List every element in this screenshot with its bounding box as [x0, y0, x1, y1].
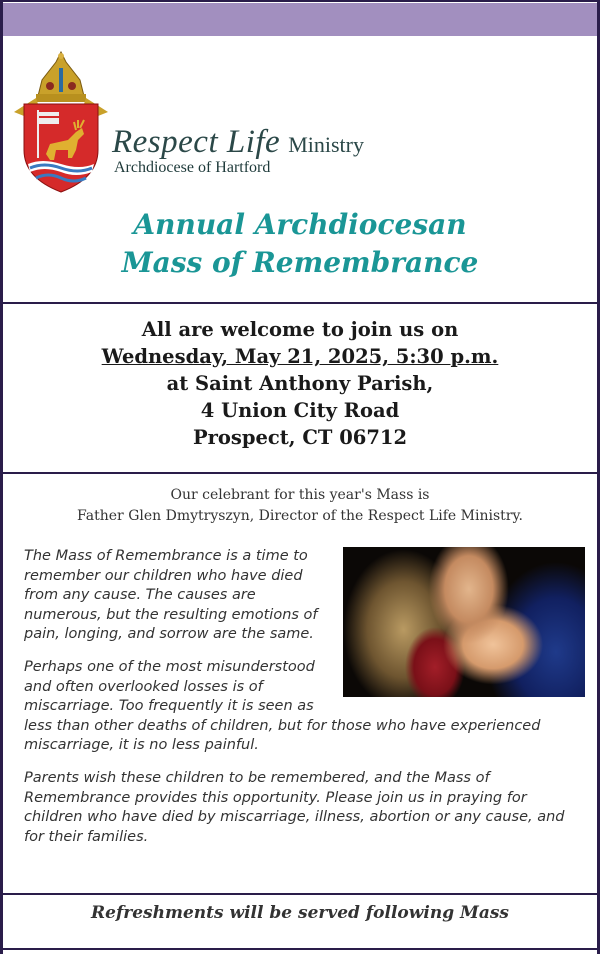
logo-ministry-text: Ministry	[288, 132, 364, 157]
archdiocese-crest-icon	[12, 50, 110, 194]
refreshments-note: Refreshments will be served following Mass	[91, 903, 509, 923]
celebrant-line-2: Father Glen Dmytryszyn, Director of the Respect Life Ministry.	[77, 508, 523, 524]
event-datetime: Wednesday, May 21, 2025, 5:30 p.m.	[101, 345, 499, 368]
title-line-2: Mass of Remembrance	[121, 246, 479, 279]
title-line-1: Annual Archdiocesan	[133, 208, 467, 241]
divider-2	[3, 472, 597, 474]
paragraph-3: Parents wish these children to be remembered, and the Mass of Remembrance provides this opportunity. Please join us in praying for children who have died by miscarriage, illness, abortion or any cause, and for their families.	[24, 769, 565, 845]
logo-script-text: Respect Life	[112, 124, 281, 160]
event-street: 4 Union City Road	[200, 399, 400, 422]
paragraph-1: The Mass of Remembrance is a time to remember our children who have died from any cause. The causes are numerous, but the resulting emotions of pain, longing, and sorrow are the same.	[24, 548, 318, 643]
divider-bottom	[3, 948, 597, 950]
header-band	[3, 3, 597, 36]
ministry-logo	[112, 124, 364, 177]
divider-3	[3, 893, 597, 895]
madonna-and-child-image	[343, 547, 585, 697]
event-city: Prospect, CT 06712	[192, 426, 408, 449]
body-text	[24, 547, 576, 860]
celebrant-line-1: Our celebrant for this year's Mass is	[170, 487, 430, 503]
event-venue: at Saint Anthony Parish,	[166, 372, 434, 395]
event-intro: All are welcome to join us on	[141, 318, 459, 341]
paragraph-2: Perhaps one of the most misunderstood and often overlooked losses is of miscarriage. Too frequently it is seen as less than other deaths of children, but for those who have experienced miscarriage, it is no less painful.	[24, 658, 541, 754]
event-details	[0, 316, 600, 451]
page-title	[0, 206, 600, 282]
logo-subtitle: Archdiocese of Hartford	[114, 159, 271, 176]
celebrant-info	[0, 485, 600, 527]
divider-1	[3, 302, 597, 304]
